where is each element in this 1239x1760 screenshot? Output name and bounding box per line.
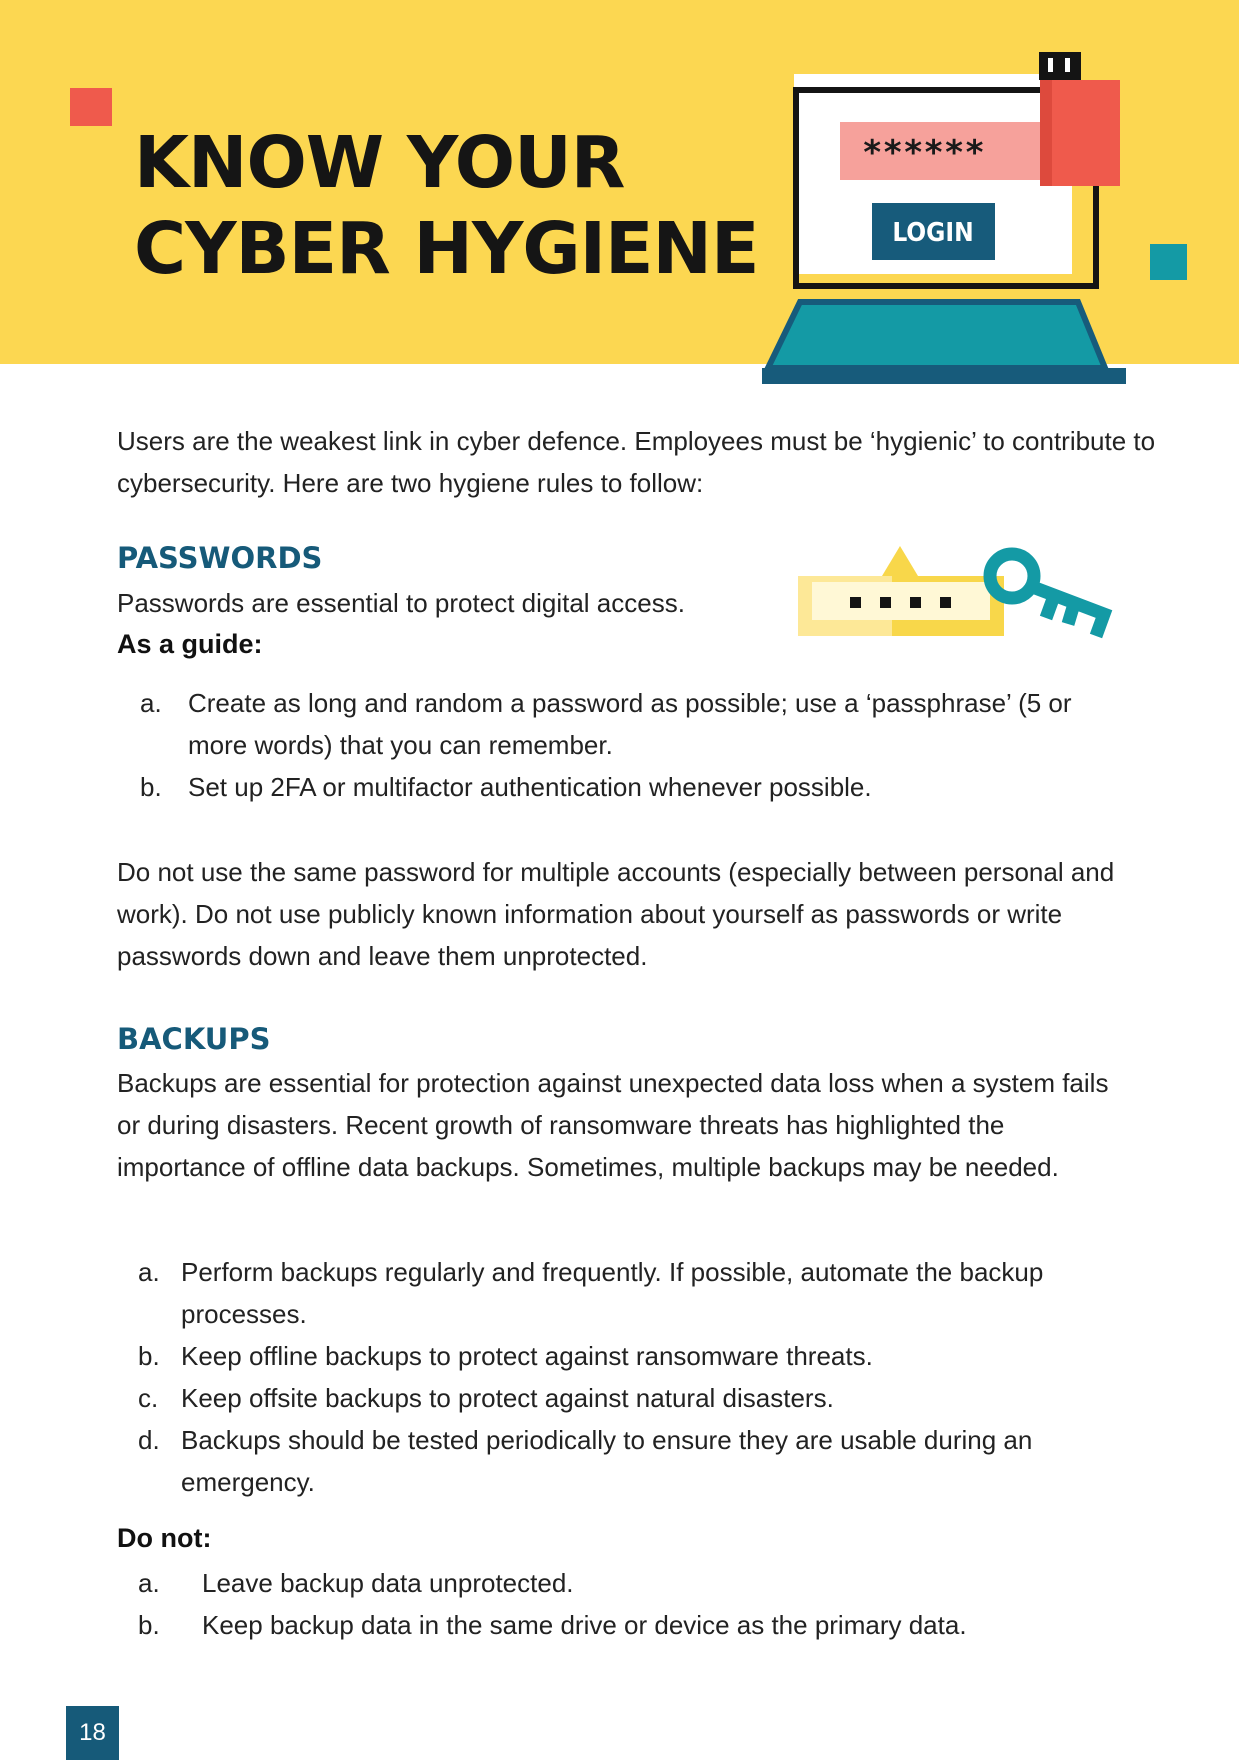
list-marker: b. (138, 1610, 160, 1640)
list-item-text: Perform backups regularly and frequently. If possible, automate the backup processes. (181, 1257, 1044, 1329)
list-item (138, 1562, 1138, 1604)
login-button-label: LOGIN (892, 218, 974, 248)
list-item-text: Leave backup data unprotected. (202, 1568, 574, 1598)
passwords-guide-list (140, 682, 1120, 808)
list-marker: b. (138, 1341, 160, 1371)
laptop-login-illustration (760, 46, 1140, 402)
password-dot (940, 597, 951, 608)
usb-drive-shade (1040, 80, 1052, 186)
password-dot (850, 597, 861, 608)
list-item (138, 1377, 1138, 1419)
list-item (140, 766, 1120, 808)
usb-pin (1065, 58, 1070, 72)
laptop-base (762, 368, 1126, 384)
list-item-text: Keep offsite backups to protect against natural disasters. (181, 1383, 834, 1413)
password-field-text: ****** (862, 133, 985, 173)
list-marker: a. (138, 1257, 160, 1287)
page-number: 18 (66, 1706, 119, 1760)
list-marker: b. (140, 772, 162, 802)
password-dot (880, 597, 891, 608)
passwords-heading: PASSWORDS (117, 541, 323, 575)
list-item-text: Backups should be tested periodically to ensure they are usable during an emergency. (181, 1425, 1033, 1497)
list-item-text: Keep backup data in the same drive or device as the primary data. (202, 1610, 967, 1640)
list-item (138, 1251, 1138, 1335)
list-item-text: Create as long and random a password as possible; use a ‘passphrase’ (5 or more words) that you can remember. (188, 688, 1072, 760)
password-input-box (812, 582, 990, 620)
passwords-description: Passwords are essential to protect digital access. (117, 588, 685, 618)
key-icon (990, 554, 1104, 636)
list-item (140, 682, 1120, 766)
key-password-illustration (792, 540, 1122, 650)
list-item-text: Keep offline backups to protect against ransomware threats. (181, 1341, 873, 1371)
speech-tail (882, 546, 918, 576)
list-item (138, 1335, 1138, 1377)
usb-connector (1039, 52, 1081, 80)
intro-text: Users are the weakest link in cyber defence. Employees must be ‘hygienic’ to contribute to cybersecurity. Here are two hygiene rules to follow: (117, 426, 1156, 498)
backups-description: Backups are essential for protection against unexpected data loss when a system fails or during disasters. Recent growth of ransomware threats has highlighted the importance of offline data backups. Sometimes, multiple backups may be needed. (117, 1068, 1109, 1182)
guide-label: As a guide: (117, 629, 263, 659)
passwords-note: Do not use the same password for multiple accounts (especially between personal and work). Do not use publicly known information about yourself as passwords or write passwords down and leave them unprotected. (117, 857, 1115, 971)
list-item (138, 1419, 1138, 1503)
title-line-2: CYBER HYGIENE (134, 207, 759, 290)
backups-list (138, 1251, 1138, 1503)
usb-pin (1048, 58, 1053, 72)
donot-label: Do not: (117, 1523, 212, 1553)
title-line-1: KNOW YOUR (134, 121, 625, 204)
teal-square-accent (1150, 244, 1187, 280)
backups-heading: BACKUPS (117, 1022, 271, 1056)
list-marker: a. (140, 688, 162, 718)
donot-list (138, 1562, 1138, 1646)
page-title (134, 120, 758, 292)
decorative-square (70, 88, 112, 126)
list-marker: d. (138, 1425, 160, 1455)
list-marker: a. (138, 1568, 160, 1598)
list-item (138, 1604, 1138, 1646)
laptop-keyboard (768, 302, 1105, 368)
list-item-text: Set up 2FA or multifactor authentication whenever possible. (188, 772, 872, 802)
password-dot (910, 597, 921, 608)
list-marker: c. (138, 1383, 159, 1413)
